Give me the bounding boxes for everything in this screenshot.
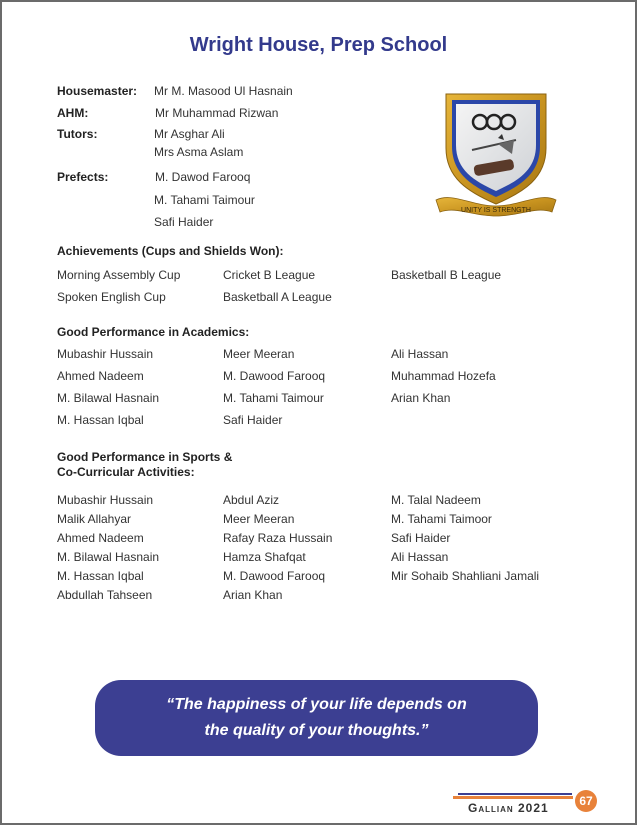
sports-student-name: Mir Sohaib Shahliani Jamali: [391, 569, 540, 583]
sports-student-name: Meer Meeran: [223, 512, 295, 526]
tutor-name: Mr Asghar Ali: [154, 127, 225, 141]
academics-heading: Good Performance in Academics:: [57, 325, 250, 339]
achievement-item: Basketball B League: [391, 268, 502, 282]
sports-student-name: Ali Hassan: [391, 550, 449, 564]
sports-student-name: Mubashir Hussain: [57, 493, 154, 507]
sports-student-name: Ahmed Nadeem: [57, 531, 144, 545]
achievement-item: Morning Assembly Cup: [57, 268, 181, 282]
publication-name: Gallian 2021: [468, 801, 549, 815]
sports-heading: [57, 450, 232, 480]
academic-student-name: Ahmed Nadeem: [57, 369, 144, 383]
quote-banner: [95, 680, 538, 756]
achievement-item: Basketball A League: [223, 290, 332, 304]
page-number-badge: 67: [575, 790, 597, 812]
quote-line-1: “The happiness of your life depends on: [166, 696, 467, 713]
footer-rule-orange: [453, 796, 573, 799]
sports-student-name: Rafay Raza Hussain: [223, 531, 333, 545]
academic-student-name: M. Dawood Farooq: [223, 369, 326, 383]
sports-student-name: M. Talal Nadeem: [391, 493, 481, 507]
crest-motto: UNITY IS STRENGTH: [461, 207, 531, 214]
academic-student-name: Ali Hassan: [391, 347, 449, 361]
academic-student-name: Mubashir Hussain: [57, 347, 154, 361]
sports-student-name: Malik Allahyar: [57, 512, 132, 526]
tutors-label: Tutors:: [57, 127, 98, 141]
housemaster-label: Housemaster:: [57, 84, 138, 98]
academic-student-name: Meer Meeran: [223, 347, 295, 361]
prefect-name: M. Tahami Taimour: [154, 193, 255, 207]
school-crest-icon: [432, 88, 560, 220]
sports-student-name: M. Hassan Iqbal: [57, 569, 144, 583]
academic-student-name: M. Hassan Iqbal: [57, 413, 144, 427]
tutor-name: Mrs Asma Aslam: [154, 145, 244, 159]
achievement-item: Cricket B League: [223, 268, 316, 282]
footer-rule-blue: [458, 793, 572, 795]
sports-heading-line1: Good Performance in Sports &: [57, 450, 233, 464]
academic-student-name: Arian Khan: [391, 391, 451, 405]
ahm-label: AHM:: [57, 106, 89, 120]
quote-line-2: the quality of your thoughts.”: [204, 722, 429, 739]
achievements-heading: Achievements (Cups and Shields Won):: [57, 244, 284, 258]
achievement-item: Spoken English Cup: [57, 290, 166, 304]
sports-student-name: Arian Khan: [223, 588, 283, 602]
sports-student-name: M. Tahami Taimoor: [391, 512, 492, 526]
prefects-label: Prefects:: [57, 170, 109, 184]
sports-student-name: Abdullah Tahseen: [57, 588, 153, 602]
sports-student-name: M. Bilawal Hasnain: [57, 550, 160, 564]
sports-student-name: Abdul Aziz: [223, 493, 280, 507]
academic-student-name: Muhammad Hozefa: [391, 369, 496, 383]
sports-heading-line2: Co-Curricular Activities:: [57, 465, 195, 479]
sports-student-name: Hamza Shafqat: [223, 550, 306, 564]
academic-student-name: Safi Haider: [223, 413, 283, 427]
housemaster-name: Mr M. Masood Ul Hasnain: [154, 84, 293, 98]
prefect-name: Safi Haider: [154, 215, 214, 229]
prefect-name: M. Dawod Farooq: [155, 170, 251, 184]
ahm-name: Mr Muhammad Rizwan: [155, 106, 279, 120]
sports-student-name: M. Dawood Farooq: [223, 569, 326, 583]
sports-student-name: Safi Haider: [391, 531, 451, 545]
academic-student-name: M. Bilawal Hasnain: [57, 391, 160, 405]
page-title: Wright House, Prep School: [189, 34, 448, 56]
academic-student-name: M. Tahami Taimour: [223, 391, 324, 405]
